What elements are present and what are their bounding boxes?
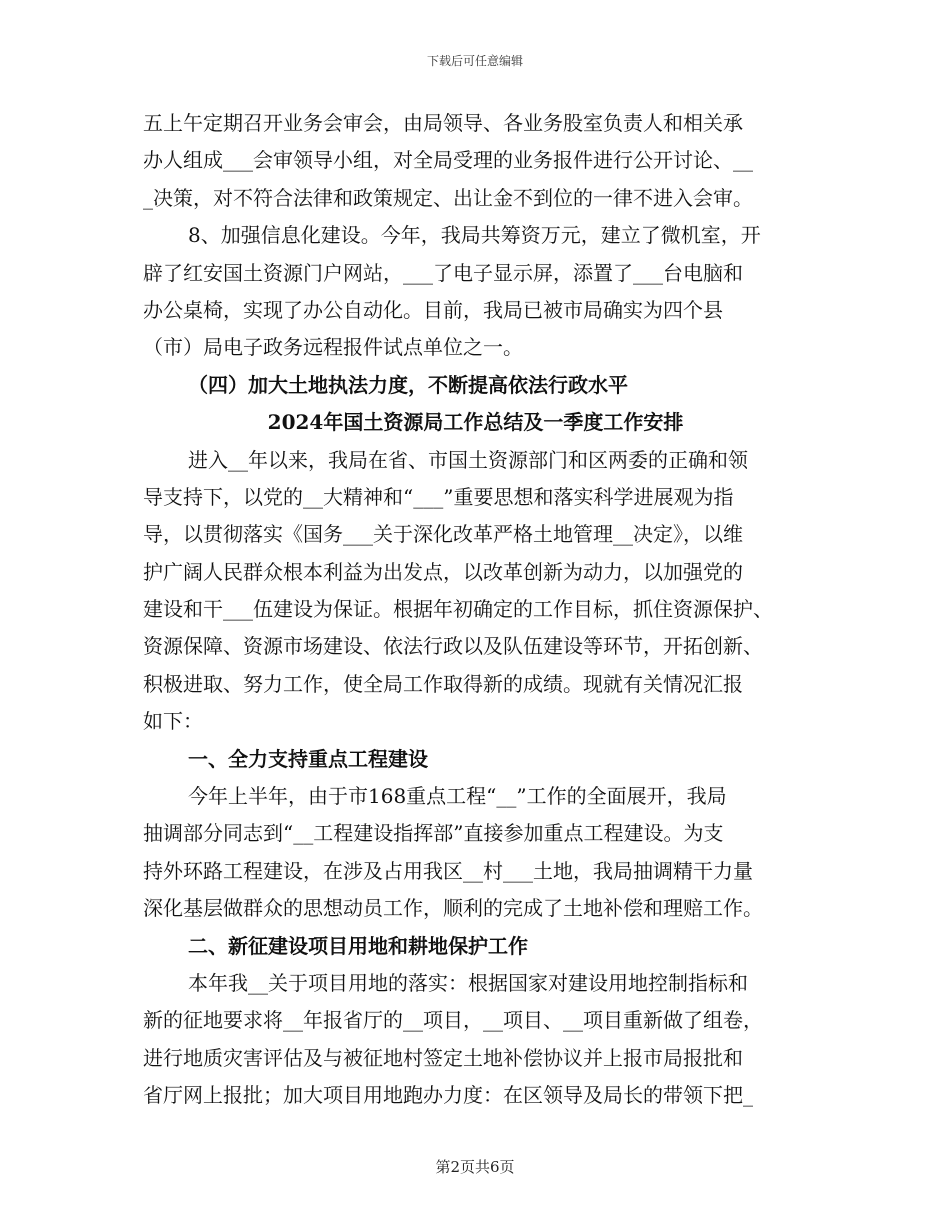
- body-line: 五上午定期召开业务会审会，由局领导、各业务股室负责人和相关承: [143, 111, 743, 135]
- section-heading: （四）加大土地执法力度，不断提高依法行政水平: [188, 372, 628, 397]
- page-header-note: 下载后可任意编辑: [426, 54, 523, 68]
- body-line: 进入__年以来，我局在省、市国土资源部门和区两委的正确和领: [188, 447, 748, 472]
- body-line: 办公桌椅，实现了办公自动化。目前，我局已被市局确实为四个县: [143, 297, 723, 322]
- body-line: 新的征地要求将__年报省厅的__项目，__项目、__项目重新做了组卷，: [143, 1008, 763, 1033]
- body-line: 办人组成___会审领导小组，对全局受理的业务报件进行公开讨论、__: [143, 148, 753, 173]
- document-title: 2024年国土资源局工作总结及一季度工作安排: [267, 410, 684, 435]
- page-number: 第2页共6页: [435, 1158, 515, 1176]
- body-line: 8、加强信息化建设。今年，我局共筹资万元，建立了微机室，开: [188, 223, 761, 248]
- body-line: 辟了红安国土资源门户网站，___了电子显示屏，添置了___台电脑和: [143, 260, 743, 285]
- body-line: 资源保障、资源市场建设、依法行政以及队伍建设等环节，开拓创新、: [143, 634, 763, 659]
- body-line: 导支持下，以党的__大精神和“___”重要思想和落实科学进展观为指: [143, 484, 734, 509]
- body-line: 进行地质灾害评估及与被征地村签定土地补偿协议并上报市局报批和: [143, 1045, 743, 1070]
- body-line: 如下：: [143, 709, 203, 734]
- document-body: [143, 105, 808, 1115]
- body-line: 抽调部分同志到“__工程建设指挥部”直接参加重点工程建设。为支: [143, 821, 724, 846]
- body-line: 持外环路工程建设，在涉及占用我区__村___土地，我局抽调精干力量: [143, 858, 753, 883]
- body-line: 深化基层做群众的思想动员工作，顺利的完成了土地补偿和理赔工作。: [143, 896, 763, 921]
- body-line: 省厅网上报批；加大项目用地跑办力度：在区领导及局长的带领下把_: [143, 1083, 753, 1108]
- section-heading: 一、全力支持重点工程建设: [188, 746, 428, 771]
- body-line: （市）局电子政务远程报件试点单位之一。: [143, 335, 523, 360]
- body-line: 建设和干___伍建设为保证。根据年初确定的工作目标，抓住资源保护、: [143, 597, 773, 622]
- body-line: 今年上半年，由于市168重点工程“__”工作的全面展开，我局: [188, 784, 727, 809]
- body-line: _决策，对不符合法律和政策规定、出让金不到位的一律不进入会审。: [143, 185, 753, 210]
- section-heading: 二、新征建设项目用地和耕地保护工作: [188, 933, 528, 958]
- body-line: 积极进取、努力工作，使全局工作取得新的成绩。现就有关情况汇报: [143, 671, 743, 696]
- body-line: 护广阔人民群众根本利益为出发点，以改革创新为动力，以加强党的: [143, 559, 743, 584]
- body-line: 导，以贯彻落实《国务___关于深化改革严格土地管理__决定》，以维: [143, 522, 743, 547]
- body-line: 本年我__关于项目用地的落实：根据国家对建设用地控制指标和: [188, 970, 748, 995]
